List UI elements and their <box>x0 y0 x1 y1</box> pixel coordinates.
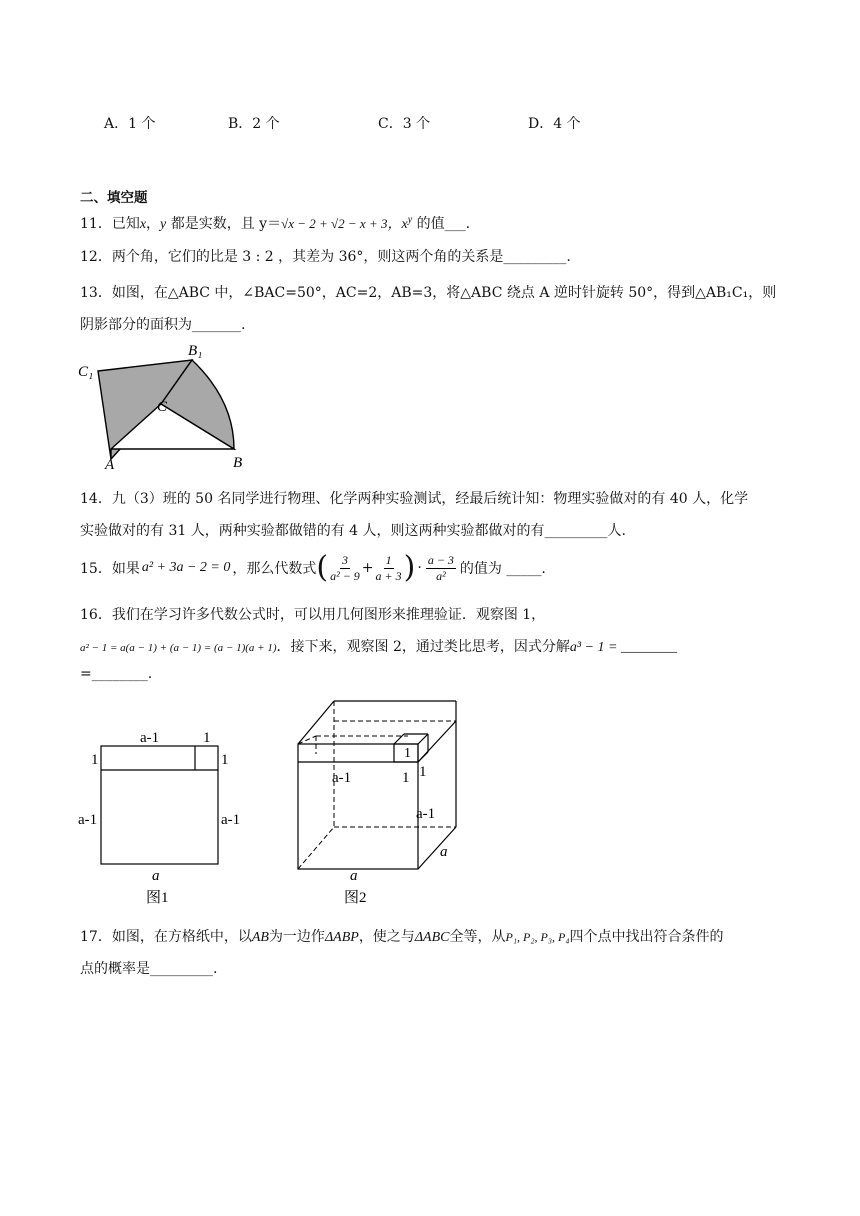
q17-abc: ΔABC <box>414 930 450 945</box>
fig2-label-inner-one: 1 <box>404 746 411 761</box>
q15-prefix: 15．如果 <box>80 561 140 577</box>
fig1-label-top-right: 1 <box>203 730 211 746</box>
q15-num2: 1 <box>385 552 392 567</box>
q11-tail-sup: y <box>407 214 413 226</box>
question-12: 12．两个角，它们的比是 3 : 2 ，其差为 36°，则这两个角的关系是_________. <box>80 249 571 265</box>
q11-sep: ， <box>146 216 161 232</box>
q16-line2-tail: ．接下来，观察图 2，通过类比思考，因式分解 <box>276 639 570 655</box>
question-13-line2: 阴影部分的面积为_______. <box>80 317 246 333</box>
q16-cube: a³ − 1 = ________ <box>569 640 677 655</box>
q15-paren-close: ) <box>403 550 416 585</box>
label-c1: C₁ <box>78 364 94 380</box>
q11-x: x <box>139 217 147 232</box>
fig2-hidden-diagonal <box>298 827 334 869</box>
q15-paren-open: ( <box>316 550 329 585</box>
label-a: A <box>105 457 115 473</box>
question-17-line2: 点的概率是_________. <box>80 961 218 977</box>
fig1-label-bottom: a <box>152 868 160 884</box>
q17-points: P₁, P₂, P₃, P₄ <box>505 930 570 944</box>
label-b: B <box>233 455 243 471</box>
fig1-label-left: a-1 <box>78 812 98 828</box>
question-16-line2 <box>80 636 677 656</box>
section-heading: 二、填空题 <box>80 190 148 206</box>
q11-prefix: 11．已知 <box>80 216 140 232</box>
q15-den2: a + 3 <box>375 568 402 583</box>
fig2-small-cube-edge3 <box>418 734 428 744</box>
q17-part-b: 为一边作 <box>268 929 325 945</box>
fig2-small-cube-edge5 <box>418 752 428 762</box>
q17-abp: ΔABP <box>324 930 359 945</box>
fig2-front-face <box>298 744 418 869</box>
fig2-label-side-one: 1 <box>419 764 427 780</box>
question-17-line1 <box>80 926 724 946</box>
q15-dot: · <box>417 560 422 576</box>
figure-2 <box>288 694 473 906</box>
label-b1: B₁ <box>188 343 203 359</box>
q15-tail: 的值为 _____. <box>459 561 546 577</box>
fig1-label-right: a-1 <box>221 812 241 828</box>
option-c: C．3 个 <box>378 116 431 132</box>
q15-num3: a − 3 <box>427 552 454 567</box>
q11-mid: 都是实数，且 y＝ <box>166 216 282 232</box>
q11-tail-var: ，x <box>387 217 408 232</box>
q15-den3: a² <box>436 568 446 583</box>
q16-identity: a² − 1 = a(a − 1) + (a − 1) = (a − 1)(a + 1) <box>80 642 277 654</box>
q15-fraction-2 <box>376 553 402 584</box>
q17-part-e: 四个点中找出符合条件的 <box>569 929 724 945</box>
q15-fraction-1 <box>330 553 360 584</box>
fig1-label-right-top: 1 <box>221 752 229 768</box>
q15-mid: ，那么代数式 <box>232 561 317 577</box>
fig2-label-front-right: 1 <box>402 770 410 786</box>
option-d: D．4 个 <box>528 116 581 132</box>
fig2-caption: 图2 <box>344 890 367 906</box>
fig1-label-top-left: a-1 <box>140 730 160 746</box>
q17-part-d: 全等，从 <box>449 929 506 945</box>
question-15 <box>80 548 546 588</box>
question-13-line1: 13．如图，在△ABC 中，∠BAC=50°，AC=2，AB=3，将△ABC 绕点 A 逆时针旋转 50°，得到△AB₁C₁，则 <box>80 285 777 301</box>
question-16-line3: =________. <box>80 666 153 682</box>
fig2-label-bottom: a <box>350 868 358 884</box>
q11-y: y <box>160 217 167 232</box>
q17-part-a: 17．如图，在方格纸中，以 <box>80 929 252 945</box>
fig1-caption: 图1 <box>146 890 169 906</box>
question-16-line1: 16．我们在学习许多代数公式时，可以用几何图形来推理验证．观察图 1， <box>80 607 546 623</box>
option-b: B．2 个 <box>228 116 280 132</box>
q17-part-c: ，使之与 <box>358 929 415 945</box>
option-a: A．1 个 <box>104 116 156 132</box>
q17-ab: AB <box>251 930 269 945</box>
question-14-line1: 14．九（3）班的 50 名同学进行物理、化学两种实验测试，经最后统计知：物理实验做对的有 40 人，化学 <box>80 491 749 507</box>
q15-plus: + <box>361 560 374 576</box>
question-14-line2: 实验做对的有 31 人，两种实验都做错的有 4 人，则这两种实验都做对的有_________人. <box>80 523 626 539</box>
fig2-label-depth: a <box>440 844 448 860</box>
q11-expression: √x − 2 + √2 − x + 3 <box>281 216 388 231</box>
question-11 <box>80 213 470 233</box>
fig1-label-left-top: 1 <box>91 752 99 768</box>
figure-1 <box>72 722 257 912</box>
q15-den1: a² − 9 <box>330 568 360 583</box>
fig1-square <box>101 746 218 864</box>
label-c: C <box>157 399 168 415</box>
fig2-label-right: a-1 <box>416 806 436 822</box>
q15-num1: 3 <box>341 552 348 567</box>
fig2-bottom-right-edge <box>418 827 456 869</box>
fig2-label-front-left: a-1 <box>332 770 352 786</box>
q11-tail: 的值___. <box>412 216 471 232</box>
q15-condition: a² + 3a − 2 = 0 <box>141 560 231 575</box>
figure-13 <box>76 338 256 473</box>
q15-fraction-3 <box>426 553 456 584</box>
